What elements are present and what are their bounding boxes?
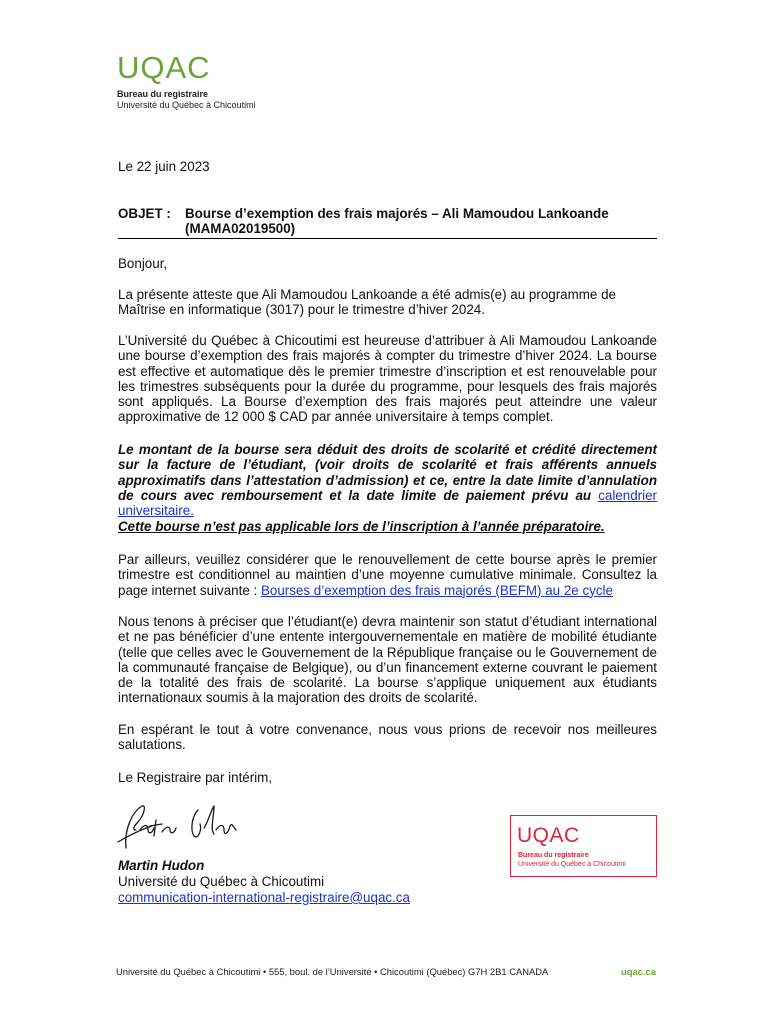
paragraph-preparatory-text: Cette bourse n’est pas applicable lors de l’inscription à l’année préparatoire. — [118, 519, 605, 534]
subject-line-1: Bourse d’exemption des frais majorés – Ali Mamoudou Lankoande — [185, 206, 609, 221]
paragraph-renewal — [118, 552, 657, 598]
logo-wordmark: UQAC — [117, 50, 211, 85]
befm-link[interactable]: Bourses d’exemption des frais majorés (BEFM) au 2e cycle — [260, 582, 613, 598]
paragraph-renewal-text: Par ailleurs, veuillez considérer que le renouvellement de cette bourse après le premier trimestre est conditionnel au maintien d’une moyenne cumulative minimale. Consultez la page internet suivante : — [118, 552, 657, 598]
footer-address: Université du Québec à Chicoutimi • 555, boul. de l’Université • Chicoutimi (Québec) G7H 2B1 CANADA — [116, 966, 549, 977]
subject-label: OBJET : — [118, 206, 171, 221]
signatory-name: Martin Hudon — [118, 858, 205, 873]
paragraph-preparatory — [118, 519, 605, 534]
footer-website: uqac.ca — [621, 966, 656, 977]
logo-department: Bureau du registraire — [117, 89, 209, 99]
paragraph-admission: La présente atteste que Ali Mamoudou Lankoande a été admis(e) au programme de Maîtrise en informatique (3017) pour le trimestre d’hiver 2024. — [118, 287, 616, 318]
paragraph-deduction — [118, 442, 657, 518]
paragraph-salutations: En espérant le tout à votre convenance, nous vous prions de recevoir nos meilleures salutations. — [118, 722, 657, 753]
paragraph-status: Nous tenons à préciser que l’étudiant(e) devra maintenir son statut d’étudiant international et ne pas bénéficier d’une entente intergouvernementale en matière de mobilité étudiante (telle que celles avec le Gouvernement de la République française ou le Gouvernement de la communauté française de Belgique), ou d’un financement externe couvrant le paiement de la totalité des frais de scolarité. La bourse s’applique uniquement aux étudiants internationaux soumis à la majoration des droits de scolarité. — [118, 614, 657, 706]
signature — [112, 800, 242, 856]
closing: Le Registraire par intérim, — [118, 770, 273, 785]
stamp-department: Bureau du registraire — [518, 852, 589, 859]
signatory-email-link[interactable]: communication-international-registraire@uqac.ca — [118, 890, 410, 905]
logo-university: Université du Québec à Chicoutimi — [117, 100, 256, 110]
stamp-wordmark: UQAC — [517, 824, 580, 847]
registrar-stamp — [510, 815, 657, 877]
subject-line-2: (MAMA02019500) — [185, 221, 296, 236]
greeting: Bonjour, — [118, 256, 168, 271]
subject-rule — [118, 238, 657, 239]
paragraph-scholarship: L’Université du Québec à Chicoutimi est heureuse d’attribuer à Ali Mamoudou Lankoande une bourse d’exemption des frais majorés à compter du trimestre d’hiver 2024. La bourse est effective et automatique dès le premier trimestre d’inscription et est renouvelable pour les trimestres subséquents pour la durée du programme, pour lesquels des frais majorés sont appliqués. La Bourse d’exemption des frais majorés peut atteindre une valeur approximative de 12 000 $ CAD par année universitaire à temps complet. — [118, 333, 657, 425]
stamp-university: Université du Québec à Chicoutimi — [518, 861, 626, 868]
letterhead-logo — [117, 52, 256, 111]
paragraph-deduction-text: Le montant de la bourse sera déduit des droits de scolarité et crédité directement sur la facture de l’étudiant, (voir droits de scolarité et frais afférents annuels approximatifs dans l’attestation d’admission) et ce, entre la date limite d’annulation de cours avec remboursement et la date limite de paiement prévu au — [118, 442, 657, 503]
signatory-organization: Université du Québec à Chicoutimi — [118, 874, 325, 889]
letter-date: Le 22 juin 2023 — [118, 159, 210, 174]
calendar-link[interactable]: calendrier universitaire. — [118, 487, 657, 519]
